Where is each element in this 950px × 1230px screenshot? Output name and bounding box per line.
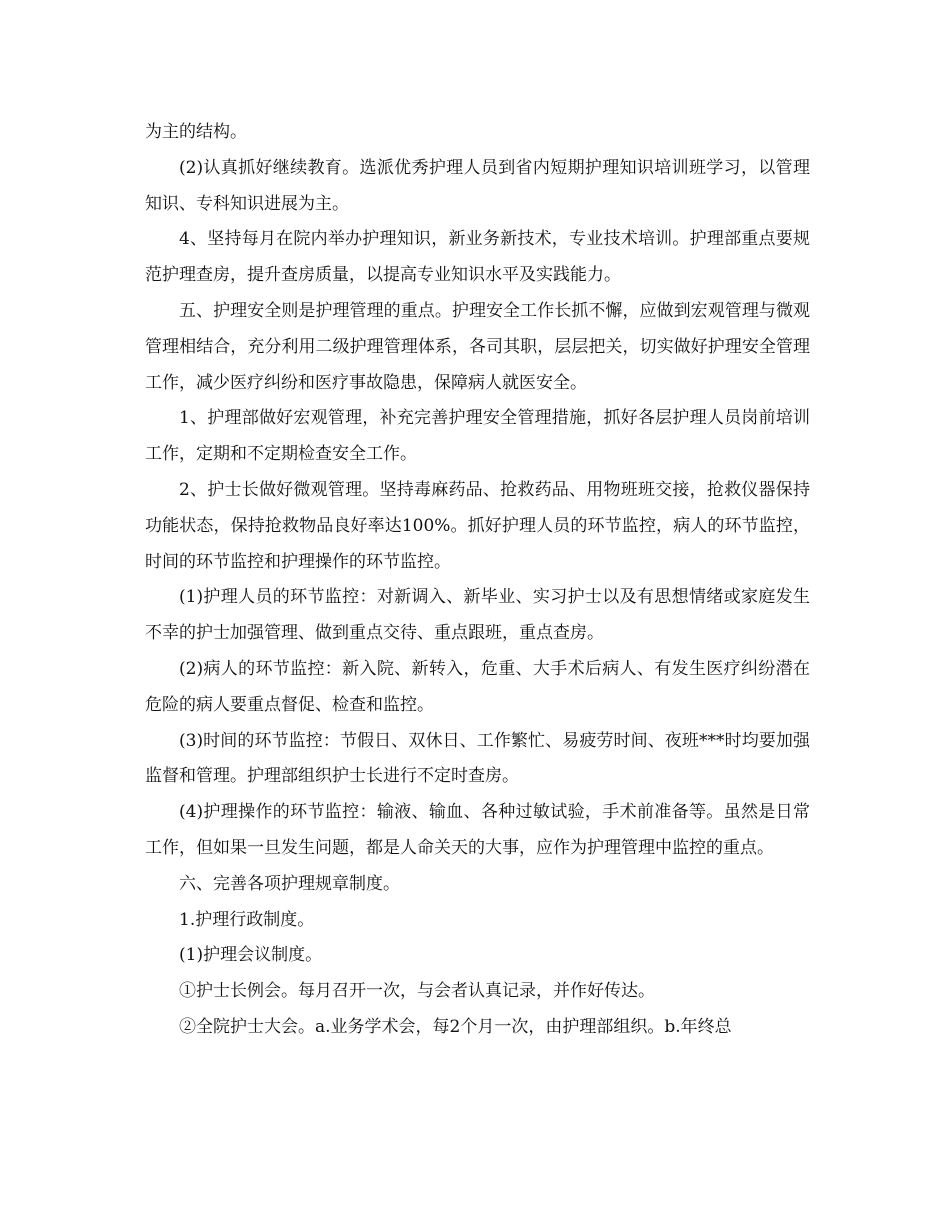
paragraph-13: (1)护理会议制度。: [179, 945, 323, 966]
paragraph-3: 4、坚持每月在院内举办护理知识，新业务新技术，专业技术培训。护理部重点要规范护理查房，提升查房质量，以提高专业知识水平及实践能力。: [145, 229, 810, 286]
paragraph-9: (3)时间的环节监控：节假日、双休日、工作繁忙、易疲劳时间、夜班***时均要加强监督和管理。护理部组织护士长进行不定时查房。: [145, 730, 810, 787]
paragraph-8: (2)病人的环节监控：新入院、新转入，危重、大手术后病人、有发生医疗纠纷潜在危险的病人要重点督促、检查和监控。: [145, 658, 810, 715]
paragraph-1: 为主的结构。: [145, 122, 247, 142]
paragraph-2: (2)认真抓好继续教育。选派优秀护理人员到省内短期护理知识培训班学习，以管理知识、专科知识进展为主。: [145, 157, 810, 214]
paragraph-7: (1)护理人员的环节监控：对新调入、新毕业、实习护士以及有思想情绪或家庭发生不幸的护士加强管理、做到重点交待、重点跟班，重点查房。: [145, 587, 810, 644]
paragraph-4: 五、护理安全则是护理管理的重点。护理安全工作长抓不懈，应做到宏观管理与微观管理相结合，充分利用二级护理管理体系，各司其职，层层把关，切实做好护理安全管理工作，减少医疗纠纷和医疗事故隐患，保障病人就医安全。: [145, 300, 810, 393]
paragraph-15: ②全院护士大会。a.业务学术会，每2个月一次，由护理部组织。b.年终总: [179, 1016, 732, 1037]
paragraph-10: (4)护理操作的环节监控：输液、输血、各种过敏试验，手术前准备等。虽然是日常工作，但如果一旦发生问题，都是人命关天的大事，应作为护理管理中监控的重点。: [145, 802, 810, 858]
paragraph-5: 1、护理部做好宏观管理，补充完善护理安全管理措施，抓好各层护理人员岗前培训工作，定期和不定期检查安全工作。: [145, 408, 810, 465]
paragraph-11: 六、完善各项护理规章制度。: [179, 873, 400, 894]
paragraph-12: 1.护理行政制度。: [179, 909, 315, 930]
paragraph-6: 2、护士长做好微观管理。坚持毒麻药品、抢救药品、用物班班交接，抢救仪器保持功能状态，保持抢救物品良好率达100%。抓好护理人员的环节监控，病人的环节监控，时间的环节监控和护理操作的环节监控。: [145, 479, 810, 572]
paragraph-14: ①护士长例会。每月召开一次，与会者认真记录，并作好传达。: [179, 981, 655, 1002]
document-body: [145, 115, 810, 1046]
